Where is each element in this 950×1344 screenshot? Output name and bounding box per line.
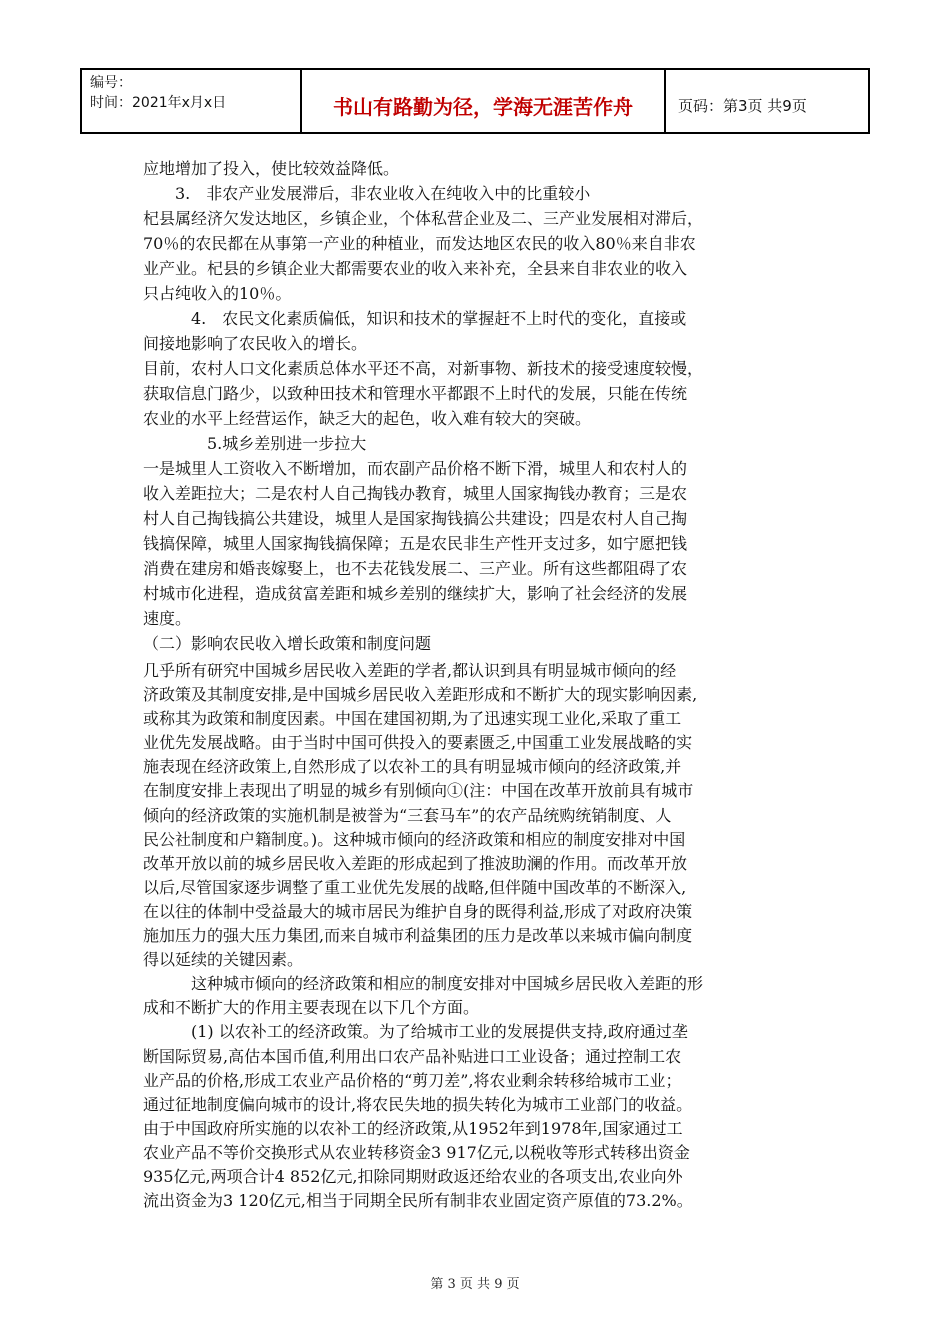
text-line: 民公社制度和户籍制度。)。这种城市倾向的经济政策和相应的制度安排对中国 — [143, 829, 686, 849]
text-line: 通过征地制度偏向城市的设计,将农民失地的损失转化为城市工业部门的收益。 — [143, 1094, 693, 1114]
text-line: 改革开放以前的城乡居民收入差距的形成起到了推波助澜的作用。而改革开放 — [143, 853, 688, 873]
text-line: 3. 非农产业发展滞后，非农业收入在纯收入中的比重较小 — [143, 184, 591, 203]
text-line: 成和不断扩大的作用主要表现在以下几个方面。 — [143, 998, 480, 1018]
text-line: (1) 以农补工的经济政策。为了给城市工业的发展提供支持,政府通过垄 — [143, 1022, 688, 1042]
text-line: 业优先发展战略。由于当时中国可供投入的要素匮乏,中国重工业发展战略的实 — [143, 733, 693, 753]
body-section-rural-income-factors — [143, 156, 807, 656]
text-line: 目前，农村人口文化素质总体水平还不高，对新事物、新技术的接受速度较慢， — [143, 359, 704, 378]
text-line: 间接地影响了农民收入的增长。 — [143, 334, 368, 353]
text-line: 济政策及其制度安排,是中国城乡居民收入差距形成和不断扩大的现实影响因素, — [143, 685, 698, 705]
text-line: （二）影响农民收入增长政策和制度问题 — [143, 634, 432, 653]
text-line: 在以往的体制中受益最大的城市居民为维护自身的既得利益,形成了对政府决策 — [143, 901, 693, 921]
text-line: 收入差距拉大；二是农村人自己掏钱办教育，城里人国家掏钱办教育；三是农 — [143, 484, 688, 503]
text-line: 70％的农民都在从事第一产业的种植业，而发达地区农民的收入80％来自非农 — [143, 234, 696, 253]
body-section-policy-analysis — [143, 659, 807, 1213]
text-line: 农业的水平上经营运作，缺乏大的起色，收入难有较大的突破。 — [143, 409, 592, 428]
text-line: 几乎所有研究中国城乡居民收入差距的学者,都认识到具有明显城市倾向的经 — [143, 661, 677, 680]
text-line: 以后,尽管国家逐步调整了重工业优先发展的战略,但伴随中国改革的不断深入, — [143, 877, 687, 897]
text-line: 业产业。杞县的乡镇企业大都需要农业的收入来补充，全县来自非农业的收入 — [143, 259, 688, 278]
text-line: 施加压力的强大压力集团,而来自城市利益集团的压力是改革以来城市偏向制度 — [143, 926, 693, 946]
text-line: 村城市化进程，造成贫富差距和城乡差别的继续扩大，影响了社会经济的发展 — [143, 584, 688, 603]
text-line: 速度。 — [143, 609, 192, 628]
text-line: 获取信息门路少，以致种田技术和管理水平都跟不上时代的发展，只能在传统 — [143, 384, 688, 403]
header-meta — [82, 70, 302, 132]
text-line: 由于中国政府所实施的以农补工的经济政策,从1952年到1978年,国家通过工 — [143, 1118, 683, 1138]
text-line: 只占纯收入的10％。 — [143, 284, 292, 303]
text-line: 业产品的价格,形成工农业产品价格的“剪刀差”,将农业剩余转移给城市工业； — [143, 1070, 682, 1090]
text-line: 4. 农民文化素质偏低，知识和技术的掌握赶不上时代的变化，直接或 — [143, 309, 687, 328]
document-number-label: 编号： — [90, 75, 132, 91]
text-line: 935亿元,两项合计4 852亿元,扣除同期财政返还给农业的各项支出,农业向外 — [143, 1166, 683, 1186]
page-footer: 第 3 页 共 9 页 — [430, 1277, 520, 1292]
text-line: 这种城市倾向的经济政策和相应的制度安排对中国城乡居民收入差距的形 — [143, 974, 704, 994]
header-motto: 书山有路勤为径，学海无涯苦作舟 — [302, 70, 666, 132]
text-line: 杞县属经济欠发达地区，乡镇企业，个体私营企业及二、三产业发展相对滞后， — [143, 209, 704, 228]
text-line: 倾向的经济政策的实施机制是被誉为“三套马车”的农产品统购统销制度、人 — [143, 805, 672, 825]
text-line: 应地增加了投入，使比较效益降低。 — [143, 159, 400, 178]
text-line: 农业产品不等价交换形式从农业转移资金3 917亿元,以税收等形式转移出资金 — [143, 1142, 690, 1162]
text-line: 村人自己掏钱搞公共建设，城里人是国家掏钱搞公共建设；四是农村人自己掏 — [143, 509, 688, 528]
document-body — [143, 156, 807, 1213]
text-line: 或称其为政策和制度因素。中国在建国初期,为了迅速实现工业化,采取了重工 — [143, 709, 682, 729]
document-time-label: 时间：2021年x月x日 — [90, 95, 227, 111]
text-line: 5.城乡差别进一步拉大 — [143, 434, 367, 453]
text-line: 断国际贸易,高估本国币值,利用出口农产品补贴进口工业设备；通过控制工农 — [143, 1046, 682, 1066]
text-line: 流出资金为3 120亿元,相当于同期全民所有制非农业固定资产原值的73.2%。 — [143, 1191, 693, 1211]
text-line: 钱搞保障，城里人国家掏钱搞保障；五是农民非生产性开支过多，如宁愿把钱 — [143, 534, 688, 553]
text-line: 消费在建房和婚丧嫁娶上，也不去花钱发展二、三产业。所有这些都阻碍了农 — [143, 559, 688, 578]
header-page-info: 页码：第3页 共9页 — [678, 96, 807, 115]
page-header — [80, 68, 870, 134]
text-line: 一是城里人工资收入不断增加，而农副产品价格不断下滑，城里人和农村人的 — [143, 459, 688, 478]
text-line: 得以延续的关键因素。 — [143, 950, 304, 970]
text-line: 在制度安排上表现出了明显的城乡有别倾向①(注：中国在改革开放前具有城市 — [143, 781, 694, 801]
text-line: 施表现在经济政策上,自然形成了以农补工的具有明显城市倾向的经济政策,并 — [143, 757, 682, 777]
